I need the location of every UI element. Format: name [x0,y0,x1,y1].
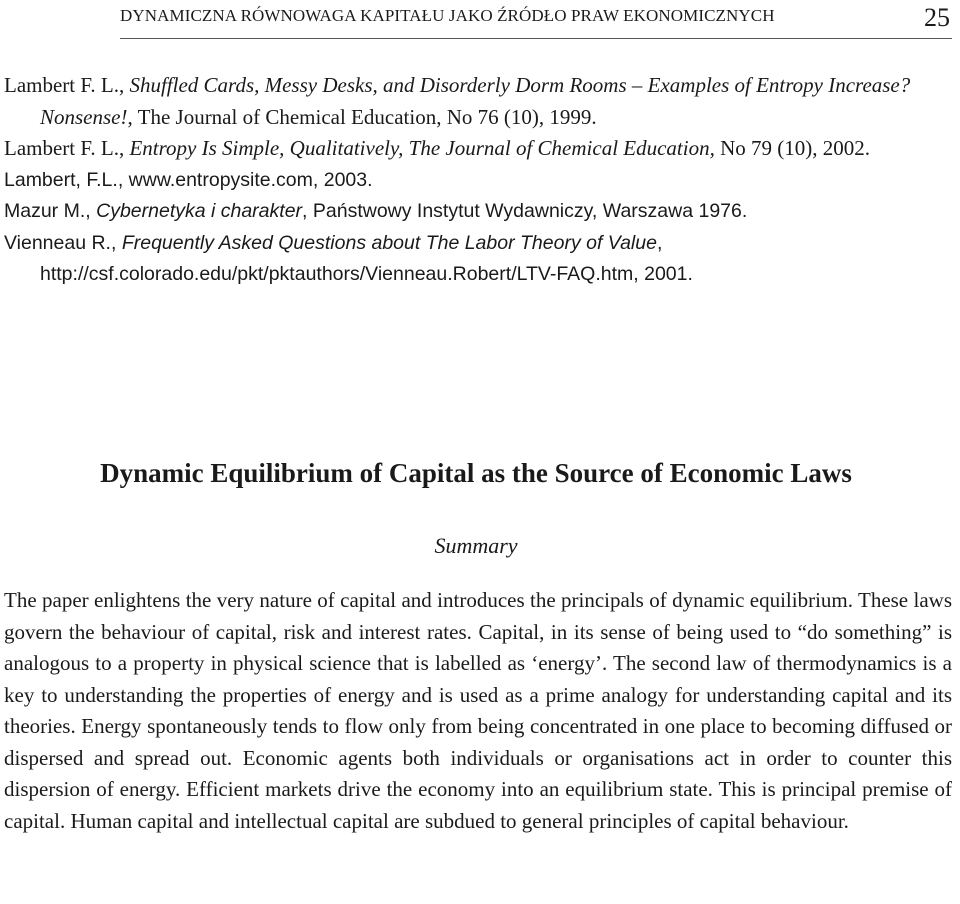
reference-details: , http://csf.colorado.edu/pkt/pktauthors/Vienneau.Robert/LTV-FAQ.htm, 2001. [40,231,693,285]
summary-body: The paper enlightens the very nature of capital and introduces the principals of dynamic equilibrium. These laws govern the behaviour of capital, risk and interest rates. Capital, in its sense of being used to “do something” is analogous to a property in physical science that is labelled as ‘energy’. The second law of thermodynamics is a key to understanding the properties of energy and is used as a prime analogy for understanding capital and its theories. Energy spontaneously tends to flow only from being concentrated in one place to becoming diffused or dispersed and spread out. Economic agents both individuals or organisations act in order to counter this dispersion of energy. Efficient markets drive the economy into an equilibrium state. This is principal premise of capital. Human capital and intellectual capital are subdued to general principles of capital behaviour. [4,588,952,833]
running-header [0,0,960,44]
reference-title: Cybernetyka i charakter [96,200,303,222]
reference-item: Lambert, F.L., www.entropysite.com, 2003. [4,168,373,191]
reference-author: Lambert F. L. [4,73,119,97]
reference-details: www.entropysite.com, 2003. [128,168,373,191]
reference-author: Mazur M. [4,200,86,222]
running-header-title: DYNAMICZNA RÓWNOWAGA KAPITAŁU JAKO ŹRÓDŁO PRAW EKONOMICZNYCH [120,6,775,25]
reference-author: Vienneau R. [4,231,111,254]
reference-details: , The Journal of Chemical Education, No 76 (10), 1999. [127,104,597,129]
reference-item: Lambert F. L., Shuffled Cards, Messy Desks, and Disorderly Dorm Rooms – Examples of Entropy Increase? Nonsense!, The Journal of Chemical Education, No 76 (10), 1999. [4,73,911,129]
summary-title: Dynamic Equilibrium of Capital as the Source of Economic Laws [100,458,852,488]
summary-label: Summary [434,533,518,558]
reference-author: Lambert F. L. [4,136,119,160]
reference-details: , Państwowy Instytut Wydawniczy, Warszawa 1976. [302,200,748,222]
reference-item: Mazur M., Cybernetyka i charakter, Państwowy Instytut Wydawniczy, Warszawa 1976. [4,200,748,222]
reference-item: Lambert F. L., Entropy Is Simple, Qualitatively, The Journal of Chemical Education, No 79 (10), 2002. [4,136,871,160]
reference-title: Shuffled Cards, Messy Desks, and Disorderly Dorm Rooms – Examples of Entropy Increase? Nonsense! [40,73,911,129]
reference-item: Vienneau R., Frequently Asked Questions about The Labor Theory of Value, http://csf.colorado.edu/pkt/pktauthors/Vienneau.Robert/LTV-FAQ.htm, 2001. [4,231,693,285]
reference-title: Entropy Is Simple, Qualitatively, The Journal of Chemical Education, [129,136,715,160]
reference-author: Lambert, F.L. [4,168,118,191]
reference-details: No 79 (10), 2002. [714,136,871,160]
header-rule [120,38,952,39]
reference-list [4,70,954,291]
reference-title: Frequently Asked Questions about The Labor Theory of Value [121,231,657,254]
page-number: 25 [924,3,950,32]
